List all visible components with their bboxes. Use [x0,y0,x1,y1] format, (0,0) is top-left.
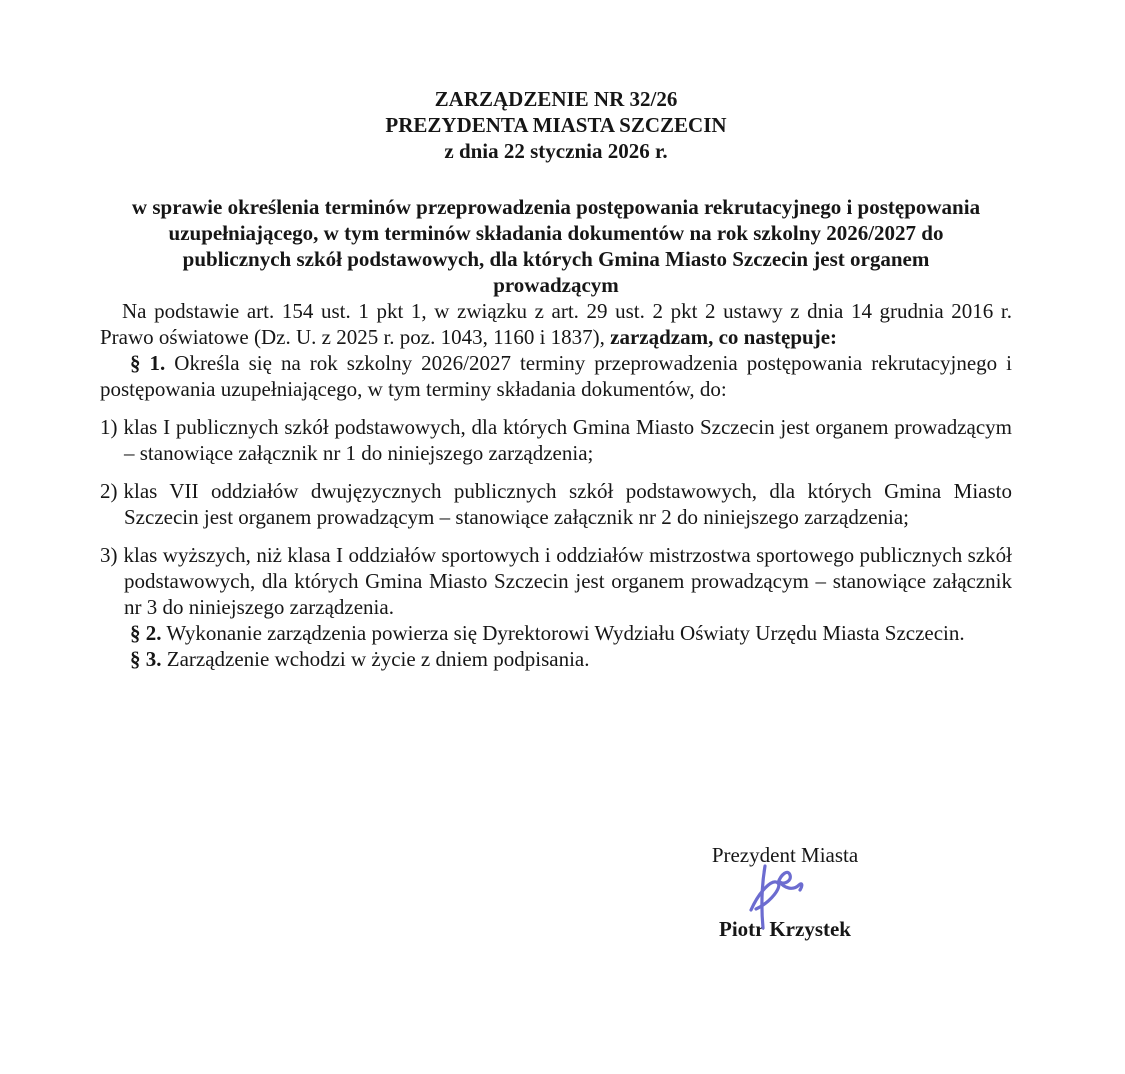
subject-line: uzupełniającego, w tym terminów składania dokumentów na rok szkolny 2026/2027 do [168,221,944,245]
list-item [100,542,1012,620]
document-body [100,0,1012,672]
list-item-text: klas I publicznych szkół podstawowych, dla których Gmina Miasto Szczecin jest organem prowadzącym – stanowiące załącznik nr 1 do niniejszego zarządzenia; [123,415,1012,465]
section-1-paragraph [100,350,1012,402]
preamble-bold-text: zarządzam, co następuje: [610,325,838,349]
signature-stroke-wave [778,872,802,890]
preamble-text: Na podstawie art. 154 ust. 1 pkt 1, w związku z art. 29 ust. 2 pkt 2 ustawy z dnia 14 grudnia 2016 r. Prawo oświatowe (Dz. U. z 2025 r. poz. 1043, 1160 i 1837), [100,299,1012,349]
section-3-paragraph [100,646,1012,672]
subject-line: w sprawie określenia terminów przeprowadzenia postępowania rekrutacyjnego i postępowania [131,195,981,219]
signature-role: Prezydent Miasta [711,843,859,867]
list-item [100,414,1012,466]
section-1-text: Określa się na rok szkolny 2026/2027 terminy przeprowadzenia postępowania rekrutacyjnego i postępowania uzupełniającego, w tym terminy składania dokumentów, do: [100,351,1012,401]
title-line-number: ZARZĄDZENIE NR 32/26 [434,87,678,111]
section-2-paragraph [100,620,1012,646]
list-item-text: klas wyższych, niż klasa I oddziałów sportowych i oddziałów mistrzostwa sportowego publicznych szkół podstawowych, dla których Gmina Miasto Szczecin jest organem prowadzącym – stanowiące załącznik nr 3 do niniejszego zarządzenia. [123,543,1012,619]
signature-name: Piotr Krzystek [719,917,851,941]
list-item-text: klas VII oddziałów dwujęzycznych publicznych szkół podstawowych, dla których Gmina Miasto Szczecin jest organem prowadzącym – stanowiące załącznik nr 2 do niniejszego zarządzenia; [123,479,1012,529]
signature-block [705,842,865,942]
attachments-list [100,414,1012,620]
signature-stroke-bowl [751,882,779,910]
section-3-marker: § 3. [130,647,162,671]
section-3-text: Zarządzenie wchodzi w życie z dniem podpisania. [161,647,590,671]
list-item-number: 2) [100,479,118,503]
section-2-marker: § 2. [130,621,162,645]
list-item-number: 1) [100,415,118,439]
subject-line: publicznych szkół podstawowych, dla których Gmina Miasto Szczecin jest organem [182,247,930,271]
section-2-text: Wykonanie zarządzenia powierza się Dyrektorowi Wydziału Oświaty Urzędu Miasta Szczecin. [161,621,965,645]
subject-line: prowadzącym [493,273,619,297]
title-line-authority: PREZYDENTA MIASTA SZCZECIN [385,113,727,137]
preamble-paragraph [100,298,1012,350]
document-subject [100,194,1012,298]
document-title [100,86,1012,164]
list-item [100,478,1012,530]
section-1-marker: § 1. [130,351,166,375]
title-line-date: z dnia 22 stycznia 2026 r. [444,139,668,163]
list-item-number: 3) [100,543,118,567]
